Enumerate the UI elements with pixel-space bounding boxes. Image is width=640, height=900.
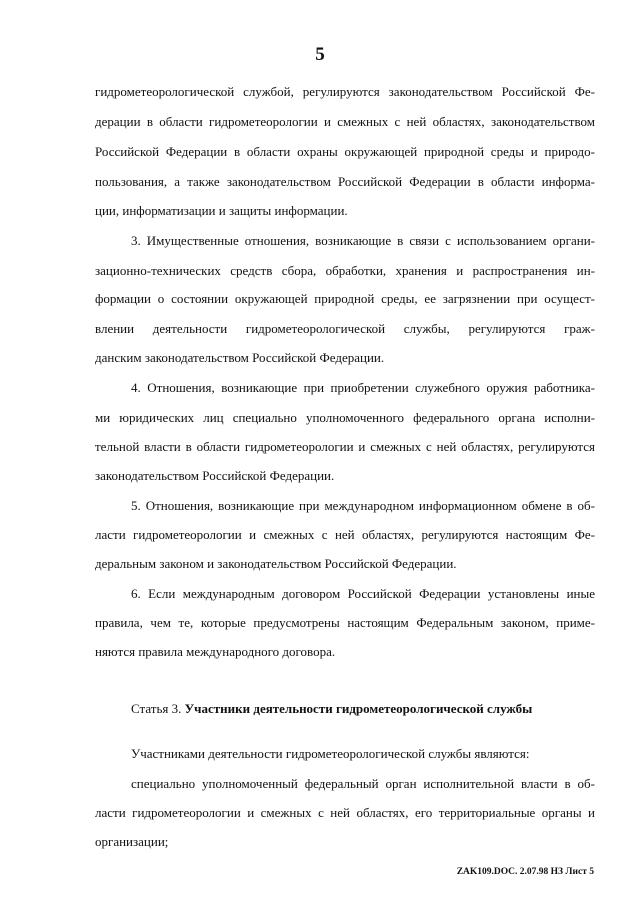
text-line: организации; bbox=[95, 834, 169, 849]
text-line: правила, чем те, которые предусмотрены настоящим Федеральным законом, приме- bbox=[95, 615, 595, 630]
article-title: Участники деятельности гидрометеорологической службы bbox=[184, 701, 533, 716]
text-line: 4. Отношения, возникающие при приобретении служебного оружия работника- bbox=[131, 380, 595, 395]
text-line: тельной власти в области гидрометеорологии и смежных с ней областях, регулируются bbox=[95, 439, 595, 454]
text-line: деральным законом и законодательством Российской Федерации. bbox=[95, 556, 457, 571]
text-line: 6. Если международным договором Российской Федерации установлены иные bbox=[131, 586, 595, 601]
text-line: специально уполномоченный федеральный орган исполнительной власти в об- bbox=[131, 776, 595, 791]
text-line: ласти гидрометеорологии и смежных с ней областях, регулируются настоящим Фе- bbox=[95, 527, 595, 542]
text-line: 3. Имущественные отношения, возникающие в связи с использованием органи- bbox=[131, 233, 595, 248]
text-line: гидрометеорологической службой, регулируются законодательством Российской Фе- bbox=[95, 84, 595, 99]
article-number: Статья 3. bbox=[131, 701, 182, 716]
text-line: дерации в области гидрометеорологии и смежных с ней областях, законодательством bbox=[95, 114, 595, 129]
text-line: няются правила международного договора. bbox=[95, 644, 336, 659]
text-line: ции, информатизации и защиты информации. bbox=[95, 203, 348, 218]
text-line: 5. Отношения, возникающие при международном информационном обмене в об- bbox=[131, 498, 595, 513]
text-line: пользования, а также законодательством Российской Федерации в области информа- bbox=[95, 174, 595, 189]
text-line: данским законодательством Российской Федерации. bbox=[95, 350, 385, 365]
text-line: влении деятельности гидрометеорологической службы, регулируются граж- bbox=[95, 321, 595, 336]
text-line: ласти гидрометеорологии и смежных с ней областях, его территориальные органы и bbox=[95, 805, 595, 820]
article-heading bbox=[131, 701, 595, 717]
text-line: ми юридических лиц специально уполномоченного федерального органа исполни- bbox=[95, 410, 595, 425]
text-line: зационно-технических средств сбора, обработки, хранения и распространения ин- bbox=[95, 263, 595, 278]
text-line: формации о состоянии окружающей природной среды, ее загрязнении при осущест- bbox=[95, 291, 595, 306]
document-footer: ZAK109.DOC. 2.07.98 НЗ Лист 5 bbox=[456, 867, 594, 877]
text-line: законодательством Российской Федерации. bbox=[95, 468, 335, 483]
text-line: Российской Федерации в области охраны окружающей природной среды и природо- bbox=[95, 144, 595, 159]
text-line: Участниками деятельности гидрометеорологической службы являются: bbox=[131, 746, 530, 761]
page-number: 5 bbox=[315, 44, 325, 65]
